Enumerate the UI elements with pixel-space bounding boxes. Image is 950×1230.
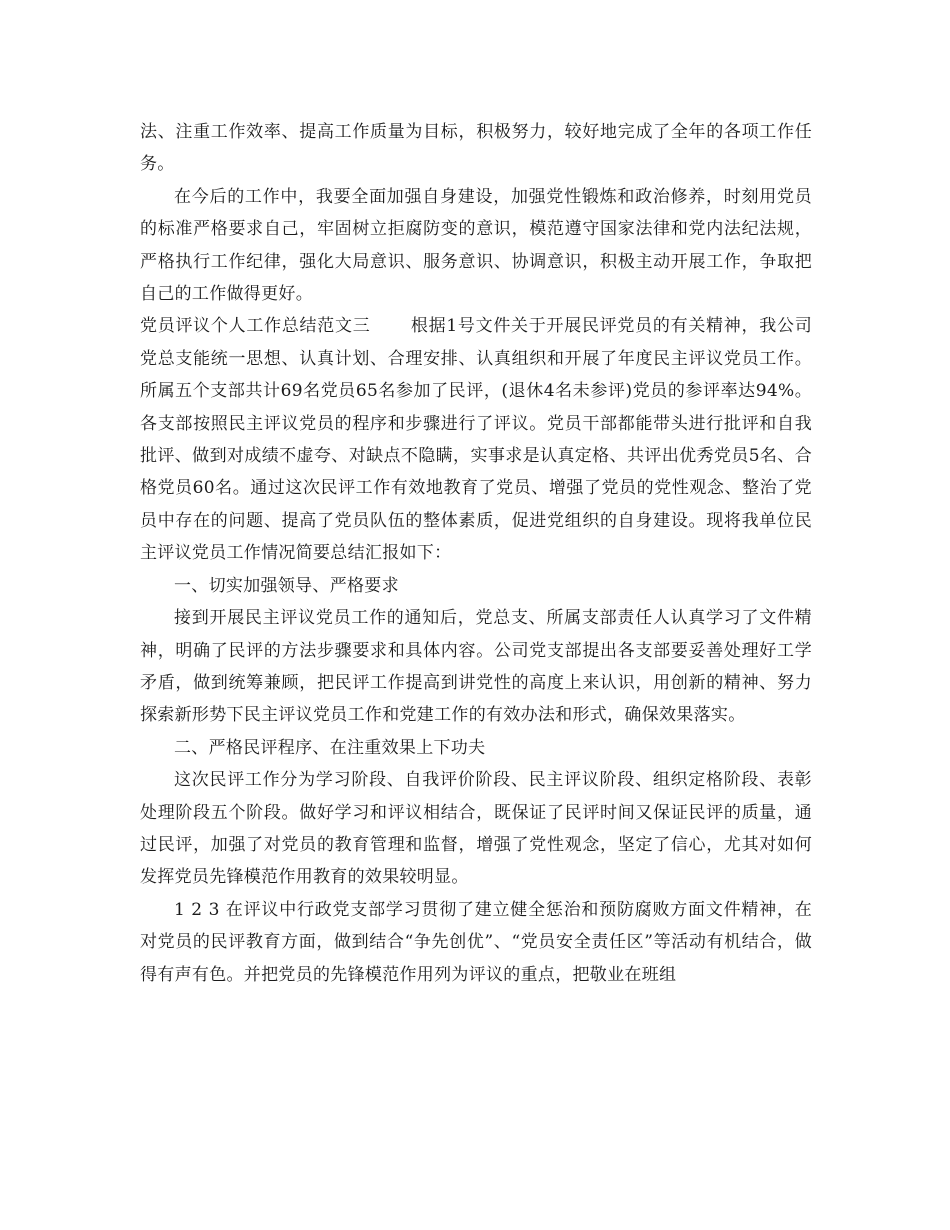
paragraph-4: 接到开展民主评议党员工作的通知后，党总支、所属支部责任人认真学习了文件精神，明确了民评的方法步骤要求和具体内容。公司党支部提出各支部要妥善处理好工学矛盾，做到统筹兼顾，把民评工作提高到讲党性的高度上来认识，用创新的精神、努力探索新形势下民主评议党员工作和党建工作的有效办法和形式，确保效果落实。 [140,608,812,726]
paragraph-5: 这次民评工作分为学习阶段、自我评价阶段、民主评议阶段、组织定格阶段、表彰处理阶段五个阶段。做好学习和评议相结合，既保证了民评时间又保证民评的质量，通过民评，加强了对党员的教育管理和监督，增强了党性观念，坚定了信心，尤其对如何发挥党员先锋模范作用教育的效果较明显。 [140,770,812,888]
paragraph-2: 在今后的工作中，我要全面加强自身建设，加强党性锻炼和政治修养，时刻用党员的标准严格要求自己，牢固树立拒腐防变的意识，模范遵守国家法律和党内法纪法规，严格执行工作纪律，强化大局意识、服务意识、协调意识，积极主动开展工作，争取把自己的工作做得更好。 [140,186,812,305]
document-body [140,116,812,991]
paragraph-3 [140,310,812,569]
paragraph-1: 法、注重工作效率、提高工作质量为目标，积极努力，较好地完成了全年的各项工作任务。 [140,122,812,175]
paragraph-6: 1 2 3 在评议中行政党支部学习贯彻了建立健全惩治和预防腐败方面文件精神，在对党员的民评教育方面，做到结合“争先创优”、“党员安全责任区”等活动有机结合，做得有声有色。并把党员的先锋模范作用列为评议的重点，把敬业在班组 [140,899,812,985]
heading-1: 一、切实加强领导、严格要求 [174,575,399,596]
section-title: 党员评议个人工作总结范文三 [140,316,371,337]
paragraph-3-text: 根据1号文件关于开展民评党员的有关精神，我公司党总支能统一思想、认真计划、合理安排、认真组织和开展了年度民主评议党员工作。所属五个支部共计69名党员65名参加了民评，(退休4名未参评)党员的参评率达94%。各支部按照民主评议党员的程序和步骤进行了评议。党员干部都能带头进行批评和自我批评、做到对成绩不虚夸、对缺点不隐瞒，实事求是认真定格、共评出优秀党员5名、合格党员60名。通过这次民评工作有效地教育了党员、增强了党员的党性观念、整治了党员中存在的问题、提高了党员队伍的整体素质，促进党组织的自身建设。现将我单位民主评议党员工作情况简要总结汇报如下： [140,316,812,564]
heading-2: 二、严格民评程序、在注重效果上下功夫 [174,737,486,758]
